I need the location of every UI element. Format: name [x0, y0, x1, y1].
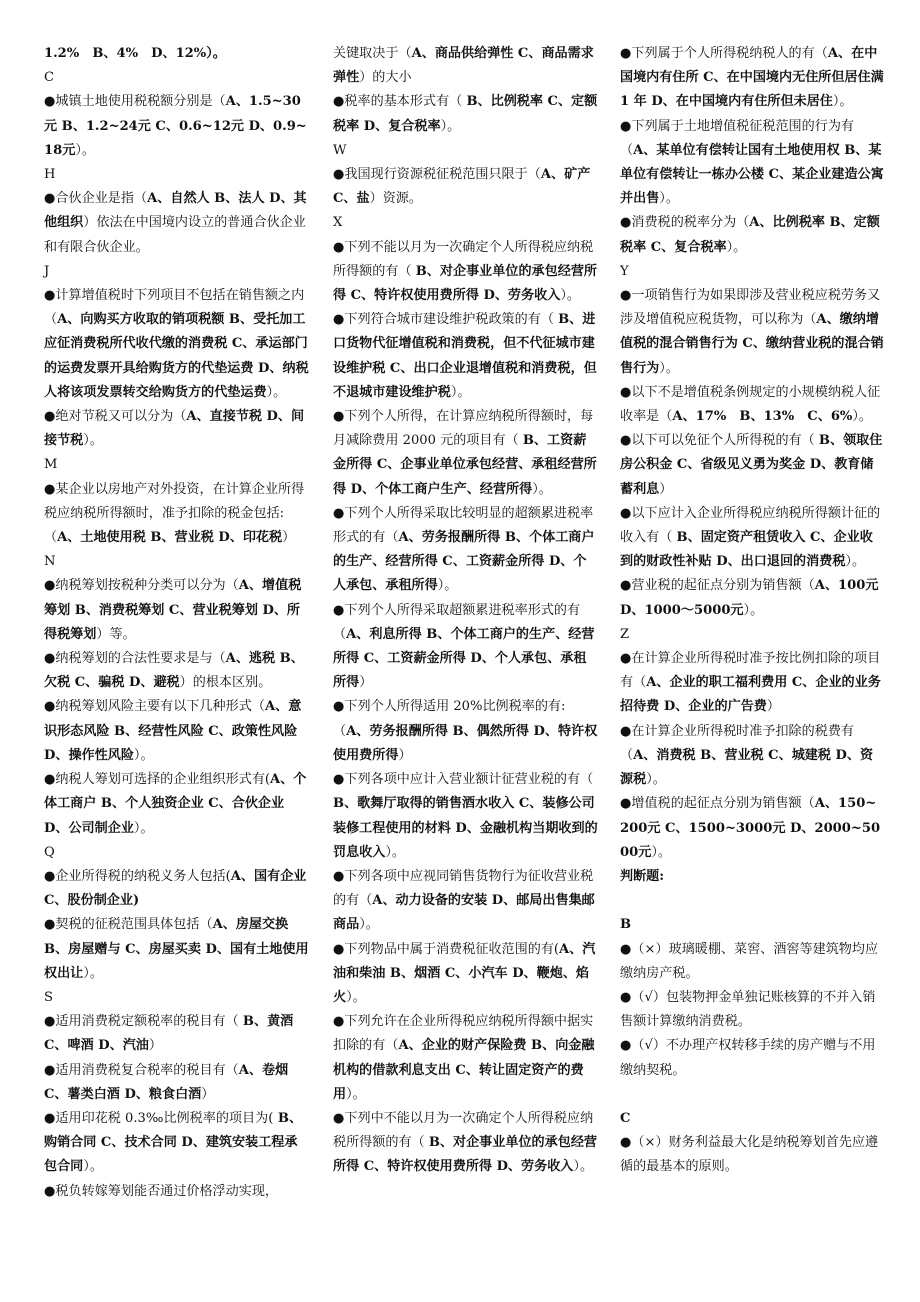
question-item — [44, 1010, 309, 1058]
question-item — [44, 1180, 309, 1204]
answer-text: B、歌舞厅取得的销售酒水收入 C、装修公司装修工程使用的材料 D、金融机构当期收到的罚息收入 — [333, 796, 598, 860]
question-item — [333, 42, 598, 90]
question-text: ●一项销售行为如果即涉及营业税应税劳务又涉及增值税应税货物，可以称为（ — [620, 288, 881, 328]
question-text: ●下列个人所得采取超额累进税率形式的有（ — [333, 602, 581, 642]
answer-text: A、某单位有偿转让国有土地使用权 B、某单位有偿转让一栋办公楼 C、某企业建造公寓并出售 — [620, 142, 884, 207]
question-text: ）。 — [532, 481, 552, 497]
section-letter — [620, 623, 885, 647]
question-text: ●增值税的起征点分别为销售额（ — [620, 796, 815, 812]
question-text: ）依法在中国境内设立的普通合伙企业和有限合伙企业。 — [44, 215, 306, 255]
question-text: Y — [620, 263, 629, 279]
question-text: ） — [398, 747, 412, 763]
question-text: ●契税的征税范围具体包括（ — [44, 917, 213, 933]
question-text: ） — [148, 1038, 162, 1054]
answer-text: A、商品供给弹性 C、商品需求弹性 — [333, 46, 594, 86]
question-text: ） — [359, 675, 373, 691]
question-text: ）。 — [450, 384, 471, 400]
answer-text: B、比例税率 C、定额税率 D、复合税率 — [333, 94, 598, 134]
question-text: ●下列个人所得，在计算应纳税所得额时，每月减除费用 2000 元的项目有（ — [333, 409, 594, 449]
question-text: ●下列中不能以月为一次确定个人所得税应纳税所得额的有（ — [333, 1110, 594, 1151]
question-item — [620, 381, 885, 429]
question-text: ●下列个人所得采取比较明显的超额累进税率形式的有（ — [333, 505, 594, 546]
question-text: ●纳税筹划的合法性要求是与（ — [44, 651, 226, 667]
answer-text: A、消费税 B、营业税 C、城建税 D、资源税 — [620, 747, 874, 788]
blank-line — [620, 1083, 885, 1107]
answer-text: A、国有企业 C、股份制企业) — [44, 868, 307, 909]
question-text: ）。 — [133, 820, 154, 836]
section-letter — [620, 1107, 885, 1131]
question-item — [620, 1034, 885, 1082]
answer-text: A、个体工商户 B、个人独资企业 C、合伙企业 D、公司制企业 — [44, 772, 307, 836]
question-text: ●适用消费税复合税率的税目有（ — [44, 1062, 239, 1078]
question-item — [44, 647, 309, 695]
column-middle — [333, 42, 598, 1180]
question-item — [620, 211, 885, 259]
answer-text: A、17% B、13% C、6% — [672, 409, 853, 425]
answer-text: B — [620, 917, 632, 933]
answer-text: B、固定资产租赁收入 C、企业收到的财政性补贴 D、出口退回的消费税 — [620, 530, 873, 570]
question-text: ●纳税筹划按税种分类可以分为（ — [44, 578, 239, 594]
question-text: ）。 — [83, 1159, 103, 1175]
question-item — [620, 792, 885, 865]
question-text: ）。 — [573, 1159, 594, 1175]
section-letter — [44, 163, 309, 187]
answer-text: A、自然人 B、法人 D、其他组织 — [44, 191, 307, 231]
question-item — [333, 865, 598, 938]
column-left — [44, 42, 309, 1204]
answer-text: B、购销合同 C、技术合同 D、建筑安装工程承包合同 — [44, 1110, 303, 1175]
section-letter — [44, 453, 309, 477]
answer-text: A、房屋交换 B、房屋赠与 C、房屋买卖 D、国有土地使用权出让 — [44, 917, 309, 981]
question-text: N — [44, 554, 56, 570]
question-item — [333, 163, 598, 211]
question-text: ●税率的基本形式有（ — [333, 94, 467, 110]
answer-text: A、1.5~30元 B、1.2~24元 C、0.6~12元 D、0.9~18元 — [44, 94, 307, 158]
section-heading — [620, 865, 885, 889]
question-text: ）。 — [346, 1086, 366, 1102]
question-item — [44, 1059, 309, 1107]
question-text: M — [44, 457, 58, 473]
question-item — [620, 574, 885, 622]
question-text: ●下列各项中应计入营业额计征营业税的有（ — [333, 772, 594, 788]
answer-text: 1.2% B、4% D、12%）。 — [44, 46, 226, 61]
section-letter — [44, 841, 309, 865]
question-text: ●纳税筹划风险主要有以下几种形式（ — [44, 699, 265, 715]
question-text: ●税负转嫁筹划能否通过价格浮动实现， — [44, 1183, 279, 1199]
question-item — [44, 865, 309, 913]
question-text: ）的大小 — [359, 70, 412, 86]
question-text: ●在计算企业所得税时准予按比例扣除的项目有（ — [620, 651, 881, 691]
question-text: W — [333, 142, 347, 158]
answer-text: A、卷烟 C、薯类白酒 D、粮食白酒 — [44, 1062, 289, 1102]
section-letter — [620, 913, 885, 937]
question-text: ●以下不是增值税条例规定的小规模纳税人征收率是（ — [620, 384, 881, 425]
section-letter — [333, 139, 598, 163]
question-text: ●下列允许在企业所得税应纳税所得额中据实扣除的有（ — [333, 1014, 594, 1054]
question-item — [44, 695, 309, 768]
question-item — [333, 502, 598, 599]
question-text: Q — [44, 844, 55, 860]
question-text: ） — [659, 481, 673, 497]
question-text: ●（×）财务利益最大化是纳税筹划首先应遵循的最基本的原则。 — [620, 1135, 879, 1175]
question-text: ） — [282, 530, 296, 546]
question-text: ●绝对节税又可以分为（ — [44, 409, 187, 425]
question-text: ）。 — [83, 433, 103, 449]
question-text: ●企业所得税的纳税义务人包括( — [44, 868, 231, 884]
question-text: ●以下应计入企业所得税应纳税所得额计征的收入有（ — [620, 505, 881, 546]
question-text: ●某企业以房地产对外投资，在计算企业所得税应纳税所得额时，准予扣除的税金包括:（ — [44, 481, 305, 546]
answer-text: A、企业的财产保险费 B、向金融机构的借款利息支出 C、转让固定资产的费用 — [333, 1038, 595, 1102]
question-text: X — [333, 215, 343, 231]
question-text: ●纳税人筹划可选择的企业组织形式有( — [44, 772, 271, 788]
question-item — [333, 768, 598, 865]
question-item — [333, 695, 598, 768]
question-text: ●适用消费税定额税率的税目有（ — [44, 1014, 243, 1030]
question-text: ）。 — [83, 965, 103, 981]
question-text: ●下列物品中属于消费税征收范围的有( — [333, 941, 560, 957]
question-item — [620, 720, 885, 793]
question-text: ）。 — [743, 602, 764, 618]
question-text: ）。 — [845, 554, 866, 570]
question-text: ●下列属于个人所得税纳税人的有（ — [620, 46, 828, 61]
question-item — [333, 405, 598, 502]
question-text: ●下列各项中应视同销售货物行为征收营业税的有（ — [333, 868, 594, 909]
question-text: ）的根本区别。 — [179, 675, 272, 691]
section-letter — [620, 260, 885, 284]
answer-text: A、企业的职工福利费用 C、企业的业务招待费 D、企业的广告费 — [620, 675, 881, 715]
question-text: ）。 — [832, 94, 853, 110]
question-text: ●消费税的税率分为（ — [620, 215, 750, 231]
question-text: ●以下可以免征个人所得税的有（ — [620, 433, 819, 449]
question-item — [44, 42, 309, 66]
question-item — [333, 90, 598, 138]
answer-text: A、劳务报酬所得 B、个体工商户的生产、经营所得 C、工资薪金所得 D、个人承包、承租所得 — [333, 530, 595, 594]
question-text: H — [44, 167, 56, 183]
answer-text: B、对企事业单位的承包经营所得 C、特许权使用费所得 D、劳务收入 — [333, 1135, 598, 1175]
question-text: ●下列符合城市建设维护税政策的有（ — [333, 312, 559, 328]
question-text: ）资源。 — [369, 191, 422, 207]
question-text: ）。 — [437, 578, 458, 594]
answer-text: A、矿产 C、盐 — [333, 167, 591, 207]
question-item — [44, 90, 309, 163]
question-item — [44, 284, 309, 405]
section-letter — [44, 66, 309, 90]
question-text: J — [44, 263, 50, 279]
answer-text: A、增值税筹划 B、消费税筹划 C、营业税筹划 D、所得税筹划 — [44, 578, 302, 642]
question-text: ）。 — [385, 844, 406, 860]
question-text: ●合伙企业是指（ — [44, 191, 148, 207]
question-item — [44, 574, 309, 647]
question-text: ）。 — [266, 384, 287, 400]
question-text: ●适用印花税 0.3‰比例税率的项目为( — [44, 1110, 274, 1126]
answer-text: A、动力设备的安装 D、邮局出售集邮商品 — [333, 893, 595, 933]
question-item — [44, 913, 309, 986]
question-text: ●下列不能以月为一次确定个人所得税应纳税所得额的有（ — [333, 239, 594, 279]
question-text: ●营业税的起征点分别为销售额（ — [620, 578, 815, 594]
answer-text: C — [620, 1110, 631, 1126]
question-text: ） — [766, 699, 780, 715]
question-item — [620, 986, 885, 1034]
answer-text: B、领取住房公积金 C、省级见义勇为奖金 D、教育储蓄利息 — [620, 433, 883, 497]
question-item — [44, 1107, 309, 1180]
answer-text: A、缴纳增值税的混合销售行为 C、缴纳营业税的混合销售行为 — [620, 312, 884, 376]
question-text: ）。 — [726, 239, 747, 255]
answer-text: A、劳务报酬所得 B、偶然所得 D、特许权使用费所得 — [333, 723, 598, 763]
column-right — [620, 42, 885, 1180]
question-item — [620, 42, 885, 115]
answer-text: 判断题: — [620, 868, 665, 884]
question-text: ）。 — [346, 989, 366, 1005]
answer-text: B、工资薪金所得 C、企事业单位承包经营、承租经营所得 D、个体工商户生产、经营所得 — [333, 433, 597, 497]
question-item — [333, 599, 598, 696]
answer-text: A、直接节税 D、间接节税 — [44, 409, 305, 449]
question-text: ●计算增值税时下列项目不包括在销售额之内（ — [44, 288, 305, 328]
question-text: ）。 — [359, 917, 379, 933]
answer-text: A、向购买方收取的销项税额 B、受托加工应征消费税所代收代缴的消费税 C、承运部门的运费发票开具给购货方的代垫运费 D、纳税人将该项发票转交给购货方的代垫运费 — [44, 312, 309, 400]
question-text: ）。 — [659, 360, 679, 376]
question-text: ）。 — [852, 409, 873, 425]
answer-text: A、150~200元 C、1500~3000元 D、2000~5000元 — [620, 796, 881, 860]
answer-text: B、黄酒 C、啤酒 D、汽油 — [44, 1014, 294, 1054]
question-text: ●（√）不办理产权转移手续的房产赠与不用缴纳契税。 — [620, 1038, 876, 1078]
question-item — [620, 429, 885, 502]
question-item — [333, 236, 598, 309]
question-item — [620, 938, 885, 986]
answer-text: B、对企事业单位的承包经营所得 C、特许权使用费所得 D、劳务收入 — [333, 263, 598, 304]
question-text: ●（√）包装物押金单独记账核算的不并入销售额计算缴纳消费税。 — [620, 989, 876, 1030]
question-item — [620, 115, 885, 212]
section-letter — [44, 260, 309, 284]
question-text: ）。 — [651, 844, 671, 860]
question-item — [44, 768, 309, 841]
question-text: ●在计算企业所得税时准予扣除的税费有（ — [620, 723, 855, 763]
question-text: Z — [620, 626, 630, 642]
question-text: ）等。 — [96, 626, 136, 642]
answer-text: A、100元 D、1000～5000元 — [620, 578, 879, 618]
question-text: ）。 — [659, 191, 679, 207]
question-item — [620, 647, 885, 720]
question-item — [333, 1107, 598, 1180]
question-text: ） — [201, 1086, 215, 1102]
question-text: ●下列个人所得适用 20%比例税率的有:（ — [333, 699, 566, 739]
question-item — [620, 502, 885, 575]
question-text: ）。 — [440, 118, 461, 134]
question-text: 关键取决于（ — [333, 46, 412, 61]
question-item — [44, 405, 309, 453]
question-item — [620, 284, 885, 381]
answer-text: A、意识形态风险 B、经营性风险 C、政策性风险 D、操作性风险 — [44, 699, 302, 763]
question-item — [620, 1131, 885, 1179]
section-letter — [333, 211, 598, 235]
answer-text: A、在中国境内有住所 C、在中国境内无住所但居住满 1 年 D、在中国境内有住所但未居住 — [620, 46, 884, 110]
answer-text: A、比例税率 B、定额税率 C、复合税率 — [620, 215, 880, 255]
question-text: ●（×）玻璃暖棚、菜窖、酒窖等建筑物均应缴纳房产税。 — [620, 941, 879, 981]
question-text: ●下列属于土地增值税征税范围的行为有（ — [620, 118, 855, 158]
question-text: S — [44, 989, 53, 1005]
section-letter — [44, 550, 309, 574]
answer-text: A、逃税 B、欠税 C、骗税 D、避税 — [44, 651, 304, 691]
question-item — [333, 1010, 598, 1107]
section-letter — [44, 986, 309, 1010]
question-text: C — [44, 70, 55, 86]
question-item — [333, 308, 598, 405]
question-text: ●城镇土地使用税税额分别是（ — [44, 94, 226, 110]
question-item — [44, 187, 309, 260]
answer-text: B、进口货物代征增值税和消费税，但不代征城市建设维护税 C、出口企业退增值税和消费税，但不退城市建设维护税 — [333, 312, 597, 400]
question-text: ）。 — [646, 772, 666, 788]
question-text: ）。 — [133, 747, 154, 763]
question-item — [44, 478, 309, 551]
answer-text: A、利息所得 B、个体工商户的生产、经营所得 C、工资薪金所得 D、个人承包、承租所得 — [333, 626, 595, 691]
question-item — [333, 938, 598, 1011]
question-text: ●我国现行资源税征税范围只限于（ — [333, 167, 541, 183]
answer-text: A、汽油和柴油 B、烟酒 C、小汽车 D、鞭炮、焰火 — [333, 941, 596, 1005]
answer-text: A、土地使用税 B、营业税 D、印花税 — [57, 530, 283, 546]
question-text: ）。 — [560, 288, 580, 304]
question-text: ）。 — [75, 142, 95, 158]
blank-line — [620, 889, 885, 913]
